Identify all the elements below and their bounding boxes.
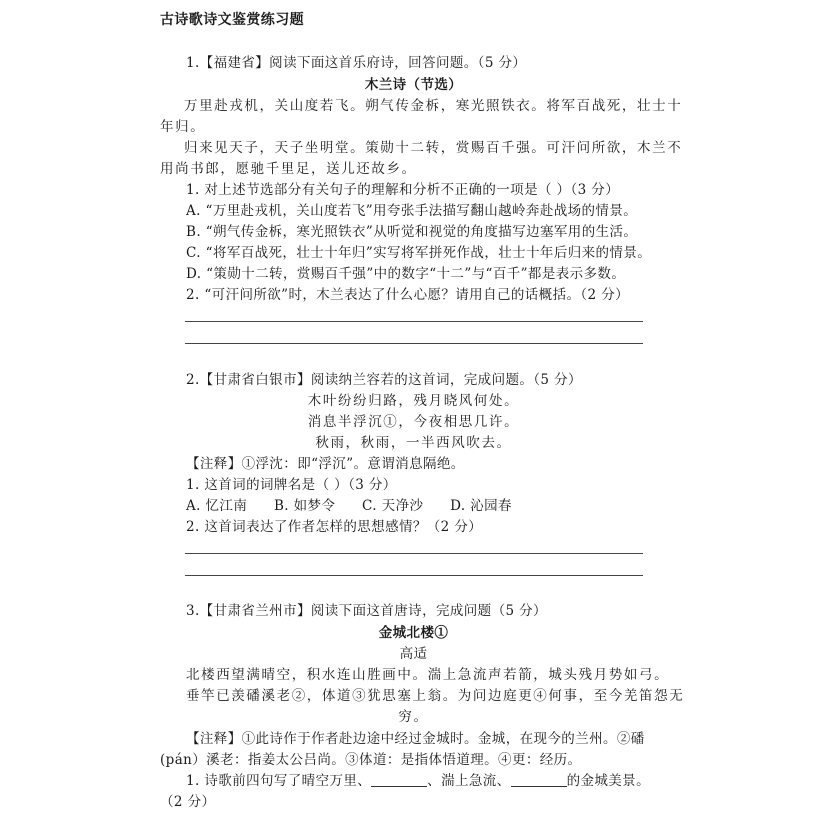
question-1-heading: 1.【福建省】阅读下面这首乐府诗，回答问题。（5 分） [186,55,527,71]
poem-line: 秋雨，秋雨，一半西风吹去。 [315,435,512,451]
option-d: D. “策勋十二转，赏赐百千强”中的数字“十二”与“百千”都是表示多数。 [186,266,626,282]
option-a: A. 忆江南 [186,498,248,514]
question-2-heading: 2.【甘肃省白银市】阅读纳兰容若的这首词，完成问题。（5 分） [186,372,582,388]
question-1-poem-title: 木兰诗（节选） [364,77,463,93]
question-1-sub-2: 2. “可汗问所欲”时，木兰表达了什么心愿？请用自己的话概括。（2 分） [186,287,630,303]
question-text: 1. 诗歌前四句写了晴空万里、 [186,773,372,789]
fill-in-blank[interactable] [511,772,567,787]
question-3-sub-1 [186,771,650,791]
fill-in-blank[interactable] [371,772,427,787]
option-b: B. “朔气传金柝，寒光照铁衣”从听觉和视觉的角度描写边塞军用的生活。 [186,224,638,240]
option-a: A. “万里赴戎机，关山度若飞”用夸张手法描写翻山越岭奔赴战场的情景。 [186,203,638,219]
option-c: C. 天净沙 [362,498,424,514]
question-text: 、湍上急流、 [427,773,511,789]
poem-line: 万里赴戎机，关山度若飞。朔气传金柝，寒光照铁衣。将军百战死，壮士十 [184,98,683,114]
answer-line[interactable] [185,321,643,322]
page-title: 古诗歌诗文鉴赏练习题 [160,12,304,28]
answer-line[interactable] [185,343,643,344]
poem-line: 穷。 [398,709,429,725]
poem-line: 用尚书郎，愿驰千里足，送儿还故乡。 [160,161,417,177]
poem-author: 高适 [399,646,428,662]
question-3-score: （2 分） [160,794,216,810]
answer-line[interactable] [185,553,643,554]
question-2-sub-1: 1. 这首词的词牌名是（ ）（3 分） [186,477,397,493]
poem-line: 垂竿已羡磻溪老②，体道③犹思塞上翁。为问边庭更④何事，至今羌笛怨无 [186,688,685,704]
question-2-options [186,496,512,516]
poem-line: 北楼西望满晴空，积水连山胜画中。湍上急流声若箭，城头残月势如弓。 [186,667,670,683]
question-2-sub-2: 2. 这首词表达了作者怎样的思想感情？（2 分） [186,519,483,535]
option-c: C. “将军百战死，壮士十年归”实写将军拼死作战，壮士十年后归来的情景。 [186,245,652,261]
option-d: D. 沁园春 [450,498,512,514]
poem-line: 木叶纷纷归路，残月晓风何处。 [307,393,520,409]
option-b: B. 如梦令 [273,498,336,514]
question-3-note: 【注释】①此诗作于作者赴边途中经过金城时。金城，在现今的兰州。②磻 [186,731,645,747]
question-3-note: (pán）溪老：指姜太公吕尚。③体道：是指体悟道理。④更：经历。 [160,752,582,768]
question-3-heading: 3.【甘肃省兰州市】阅读下面这首唐诗，完成问题（5 分） [186,603,547,619]
question-2-note: 【注释】①浮沈：即“浮沉”。意谓消息隔绝。 [186,456,465,472]
question-3-poem-title: 金城北楼① [378,625,449,641]
poem-line: 年归。 [160,119,206,135]
poem-line: 归来见天子，天子坐明堂。策勋十二转，赏赐百千强。可汗问所欲，木兰不 [184,140,683,156]
answer-line[interactable] [185,575,643,576]
question-text: 的金城美景。 [566,773,650,789]
question-1-sub-1: 1. 对上述节选部分有关句子的理解和分析不正确的一项是（ ）（3 分） [186,182,620,198]
poem-line: 消息半浮沉①，今夜相思几许。 [307,414,520,430]
